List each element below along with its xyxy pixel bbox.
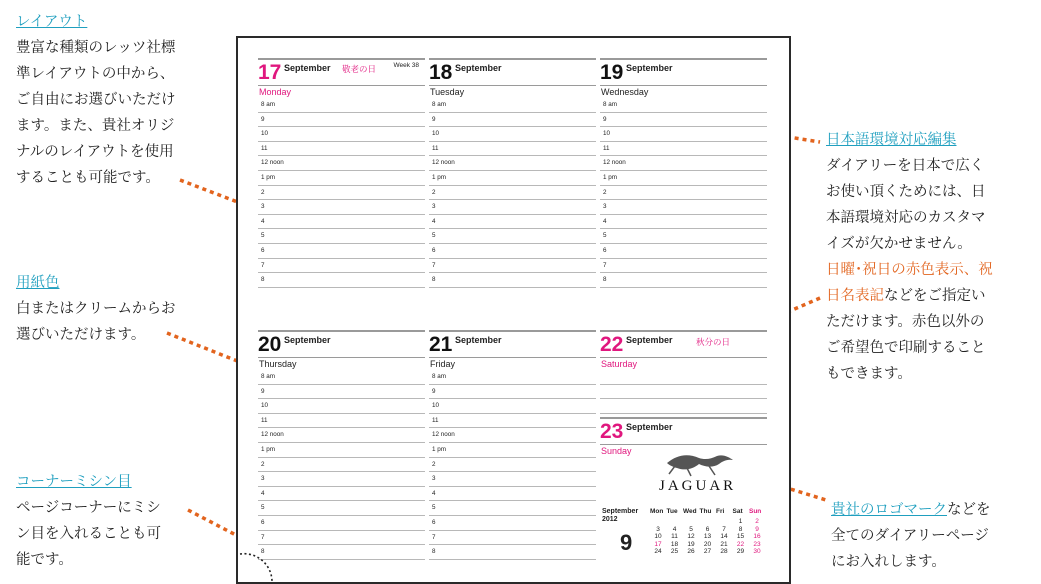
- mini-calendar-date: 8: [738, 525, 743, 533]
- hour-slot: 9: [258, 385, 425, 400]
- hour-slot: 3: [429, 200, 596, 215]
- annotation-text-line: ます。また、貴社オリジ: [16, 118, 175, 134]
- annotation-text-line: ご希望色で印刷すること: [826, 340, 986, 356]
- hour-slot: 1 pm: [600, 171, 767, 186]
- annotation-text-line: お使い頂くためには、日: [826, 184, 986, 200]
- day-block: [429, 330, 596, 560]
- mini-calendar-month: September: [602, 508, 639, 515]
- hour-slot: 8 am: [258, 98, 425, 113]
- annotation-text-line: 準レイアウトの中から、: [16, 66, 175, 82]
- hour-slot: 3: [258, 200, 425, 215]
- hour-slot: 11: [258, 414, 425, 429]
- annotation-text-line: 選びいただけます。: [16, 327, 146, 343]
- hour-slot: 7: [600, 259, 767, 274]
- day-block: [429, 58, 596, 288]
- mini-calendar-date: 2: [755, 518, 759, 525]
- mini-calendar-day-header: Mon: [650, 508, 664, 515]
- hour-slot: 8: [429, 545, 596, 560]
- mini-calendar-date: 22: [736, 540, 745, 548]
- mini-calendar-date: 3: [656, 525, 660, 533]
- hour-slot: 2: [258, 186, 425, 201]
- annotation-corner-title: コーナーミシン目: [16, 474, 132, 490]
- annotation-text-line: にお入れします。: [831, 554, 946, 570]
- annotation-japanese-title: 日本語環境対応編集: [826, 132, 957, 148]
- hour-slot: 10: [258, 399, 425, 414]
- mini-calendar-date: 16: [753, 533, 761, 540]
- annotation-text-line: 白またはクリームからお: [16, 301, 176, 317]
- annotation-text-line: 能です。: [16, 552, 73, 568]
- hour-slot: 9: [258, 113, 425, 128]
- annotation-text-line: ナルのレイアウトを使用: [16, 144, 174, 160]
- weekday-label: Monday: [259, 87, 292, 97]
- annotation-layout-title: レイアウト: [16, 14, 88, 30]
- mini-calendar-date: 15: [736, 533, 745, 540]
- hour-slot: 3: [258, 472, 425, 487]
- hour-slot: 6: [258, 516, 425, 531]
- day-number: 21: [429, 333, 453, 356]
- mini-calendar-year: 2012: [602, 516, 618, 523]
- day-block: [600, 58, 767, 288]
- mini-calendar-date: 18: [670, 540, 679, 548]
- hour-slot: 7: [258, 259, 425, 274]
- annotation-highlight-text: 日名表記: [826, 288, 884, 304]
- hour-slot: 4: [429, 487, 596, 502]
- mini-calendar-day-header: Wed: [683, 508, 697, 515]
- hour-slot: 1 pm: [429, 443, 596, 458]
- hour-slot: 1 pm: [258, 171, 425, 186]
- mini-calendar-date: 24: [654, 548, 662, 555]
- annotation-highlight-line: 日曜･祝日の赤色表示、祝: [826, 262, 993, 278]
- holiday-name: 敬老の日: [342, 64, 377, 74]
- hour-slot: 9: [429, 385, 596, 400]
- annotation-text-line: もできます。: [826, 366, 912, 382]
- week-number: Week 38: [393, 62, 419, 69]
- hour-slot: 3: [429, 472, 596, 487]
- annotation-paper-title: 用紙色: [16, 275, 60, 291]
- hour-slot: 8: [429, 273, 596, 288]
- hour-slot: 8: [600, 273, 767, 288]
- hour-slot: 10: [429, 399, 596, 414]
- mini-calendar-date: 27: [703, 548, 712, 555]
- hour-slot: 6: [600, 244, 767, 259]
- blank-line: [600, 399, 767, 414]
- mini-calendar-big-number: 9: [620, 530, 633, 555]
- weekday-label: Wednesday: [601, 87, 649, 97]
- hour-slot: 11: [600, 142, 767, 157]
- day-month: September: [455, 335, 502, 345]
- weekday-label: Friday: [430, 359, 456, 369]
- hour-slot: 5: [429, 501, 596, 516]
- hour-slot: 10: [258, 127, 425, 142]
- day-month: September: [284, 63, 331, 73]
- hour-slot: 8 am: [429, 98, 596, 113]
- mini-calendar-date: 14: [720, 533, 728, 540]
- mini-calendar-date: 6: [705, 525, 710, 533]
- mini-calendar-day-header: Fri: [716, 508, 725, 515]
- hour-slot: 2: [600, 186, 767, 201]
- annotation-text-line: することも可能です。: [16, 170, 160, 186]
- mini-calendar-date: 30: [753, 548, 761, 555]
- mini-calendar-date: 10: [654, 533, 662, 540]
- mini-calendar-date: 25: [670, 548, 679, 555]
- hour-slot: 6: [258, 244, 425, 259]
- hour-slot: 7: [429, 259, 596, 274]
- annotation-text-line: 豊富な種類のレッツ社標: [16, 40, 176, 56]
- hour-slot: 2: [429, 186, 596, 201]
- mini-calendar-date: 19: [687, 540, 695, 548]
- annotation-text-line: 本語環境対応のカスタマ: [826, 210, 986, 226]
- hour-slot: 11: [258, 142, 425, 157]
- hour-slot: 5: [429, 229, 596, 244]
- day-block: [258, 330, 425, 560]
- hour-slot: 8 am: [429, 370, 596, 385]
- hour-slot: 1 pm: [429, 171, 596, 186]
- annotation-text: などをご指定い: [884, 288, 986, 304]
- hour-slot: 8 am: [600, 98, 767, 113]
- hour-slot: 9: [600, 113, 767, 128]
- hour-slot: 8: [258, 545, 425, 560]
- annotation-text-line: ダイアリーを日本で広く: [826, 158, 985, 174]
- hour-slot: 12 noon: [258, 428, 425, 443]
- mini-calendar-date: 29: [736, 548, 745, 555]
- mini-calendar-date: 5: [689, 525, 693, 533]
- hour-slot: 7: [258, 531, 425, 546]
- day-month: September: [455, 63, 502, 73]
- blank-line: [600, 370, 767, 385]
- annotation-text-line: イズが欠かせません。: [826, 236, 972, 252]
- mini-calendar-date: 17: [654, 540, 662, 548]
- hour-slot: 4: [429, 215, 596, 230]
- day-block: [600, 330, 767, 414]
- hour-slot: 4: [258, 215, 425, 230]
- annotation-text-line: ただけます。赤色以外の: [826, 314, 985, 330]
- annotation-logo-title: 貴社のロゴマーク: [831, 502, 947, 518]
- mini-calendar-date: 9: [755, 525, 759, 533]
- day-month: September: [626, 422, 673, 432]
- hour-slot: 3: [600, 200, 767, 215]
- blank-line: [600, 385, 767, 400]
- weekday-label: Thursday: [259, 359, 297, 369]
- hour-slot: 12 noon: [429, 156, 596, 171]
- weekday-label: Saturday: [601, 359, 638, 369]
- annotation-text-line: ページコーナーにミシ: [16, 500, 161, 516]
- day-number: 20: [258, 333, 282, 356]
- hour-slot: 1 pm: [258, 443, 425, 458]
- mini-calendar-date: 1: [738, 518, 743, 525]
- mini-calendar-date: 7: [722, 525, 726, 533]
- mini-calendar-day-header: Sun: [749, 508, 762, 515]
- mini-calendar-date: 23: [753, 540, 761, 548]
- day-month: September: [626, 335, 673, 345]
- hour-slot: 5: [258, 229, 425, 244]
- mini-calendar-date: 26: [687, 548, 695, 555]
- hour-slot: 12 noon: [600, 156, 767, 171]
- mini-calendar-day-header: Tue: [666, 508, 678, 515]
- mini-calendar-date: 28: [720, 548, 728, 555]
- hour-slot: 5: [258, 501, 425, 516]
- mini-calendar-date: 12: [687, 533, 695, 540]
- hour-slot: 11: [429, 414, 596, 429]
- day-number: 23: [600, 420, 624, 443]
- hour-slot: 6: [429, 516, 596, 531]
- hour-slot: 8 am: [258, 370, 425, 385]
- hour-slot: 8: [258, 273, 425, 288]
- day-number: 19: [600, 61, 624, 84]
- jaguar-logo-text: JAGUAR: [659, 478, 737, 494]
- day-number: 18: [429, 61, 453, 84]
- diary-page-preview: [236, 36, 791, 584]
- annotation-text: などを: [947, 502, 991, 518]
- mini-calendar-date: 21: [720, 540, 728, 548]
- day-number: 17: [258, 61, 282, 84]
- mini-calendar-date: 11: [671, 533, 678, 540]
- hour-slot: 2: [429, 458, 596, 473]
- jaguar-leaping-cat-icon: [665, 449, 735, 479]
- weekday-label: Tuesday: [430, 87, 465, 97]
- hour-slot: 5: [600, 229, 767, 244]
- mini-calendar: [602, 508, 772, 558]
- hour-slot: 6: [429, 244, 596, 259]
- weekday-label: Sunday: [601, 446, 632, 456]
- day-month: September: [626, 63, 673, 73]
- hour-slot: 4: [600, 215, 767, 230]
- hour-slot: 11: [429, 142, 596, 157]
- day-block: [258, 58, 425, 288]
- mini-calendar-date: 20: [703, 540, 712, 548]
- day-number: 22: [600, 333, 624, 356]
- day-month: September: [284, 335, 331, 345]
- hour-slot: 9: [429, 113, 596, 128]
- annotation-text-line: ン目を入れることも可: [16, 526, 161, 542]
- hour-slot: 10: [429, 127, 596, 142]
- holiday-name: 秋分の日: [696, 337, 731, 347]
- mini-calendar-day-header: Thu: [699, 508, 712, 515]
- hour-slot: 12 noon: [429, 428, 596, 443]
- hour-slot: 7: [429, 531, 596, 546]
- hour-slot: 4: [258, 487, 425, 502]
- mini-calendar-date: 13: [703, 533, 712, 540]
- corner-perforation: [238, 542, 278, 582]
- annotation-text-line: 全てのダイアリーページ: [831, 528, 989, 544]
- mini-calendar-day-header: Sat: [732, 508, 743, 515]
- mini-calendar-date: 4: [672, 525, 677, 533]
- hour-slot: 10: [600, 127, 767, 142]
- annotation-text-line: ご自由にお選びいただけ: [16, 92, 176, 108]
- hour-slot: 12 noon: [258, 156, 425, 171]
- hour-slot: 2: [258, 458, 425, 473]
